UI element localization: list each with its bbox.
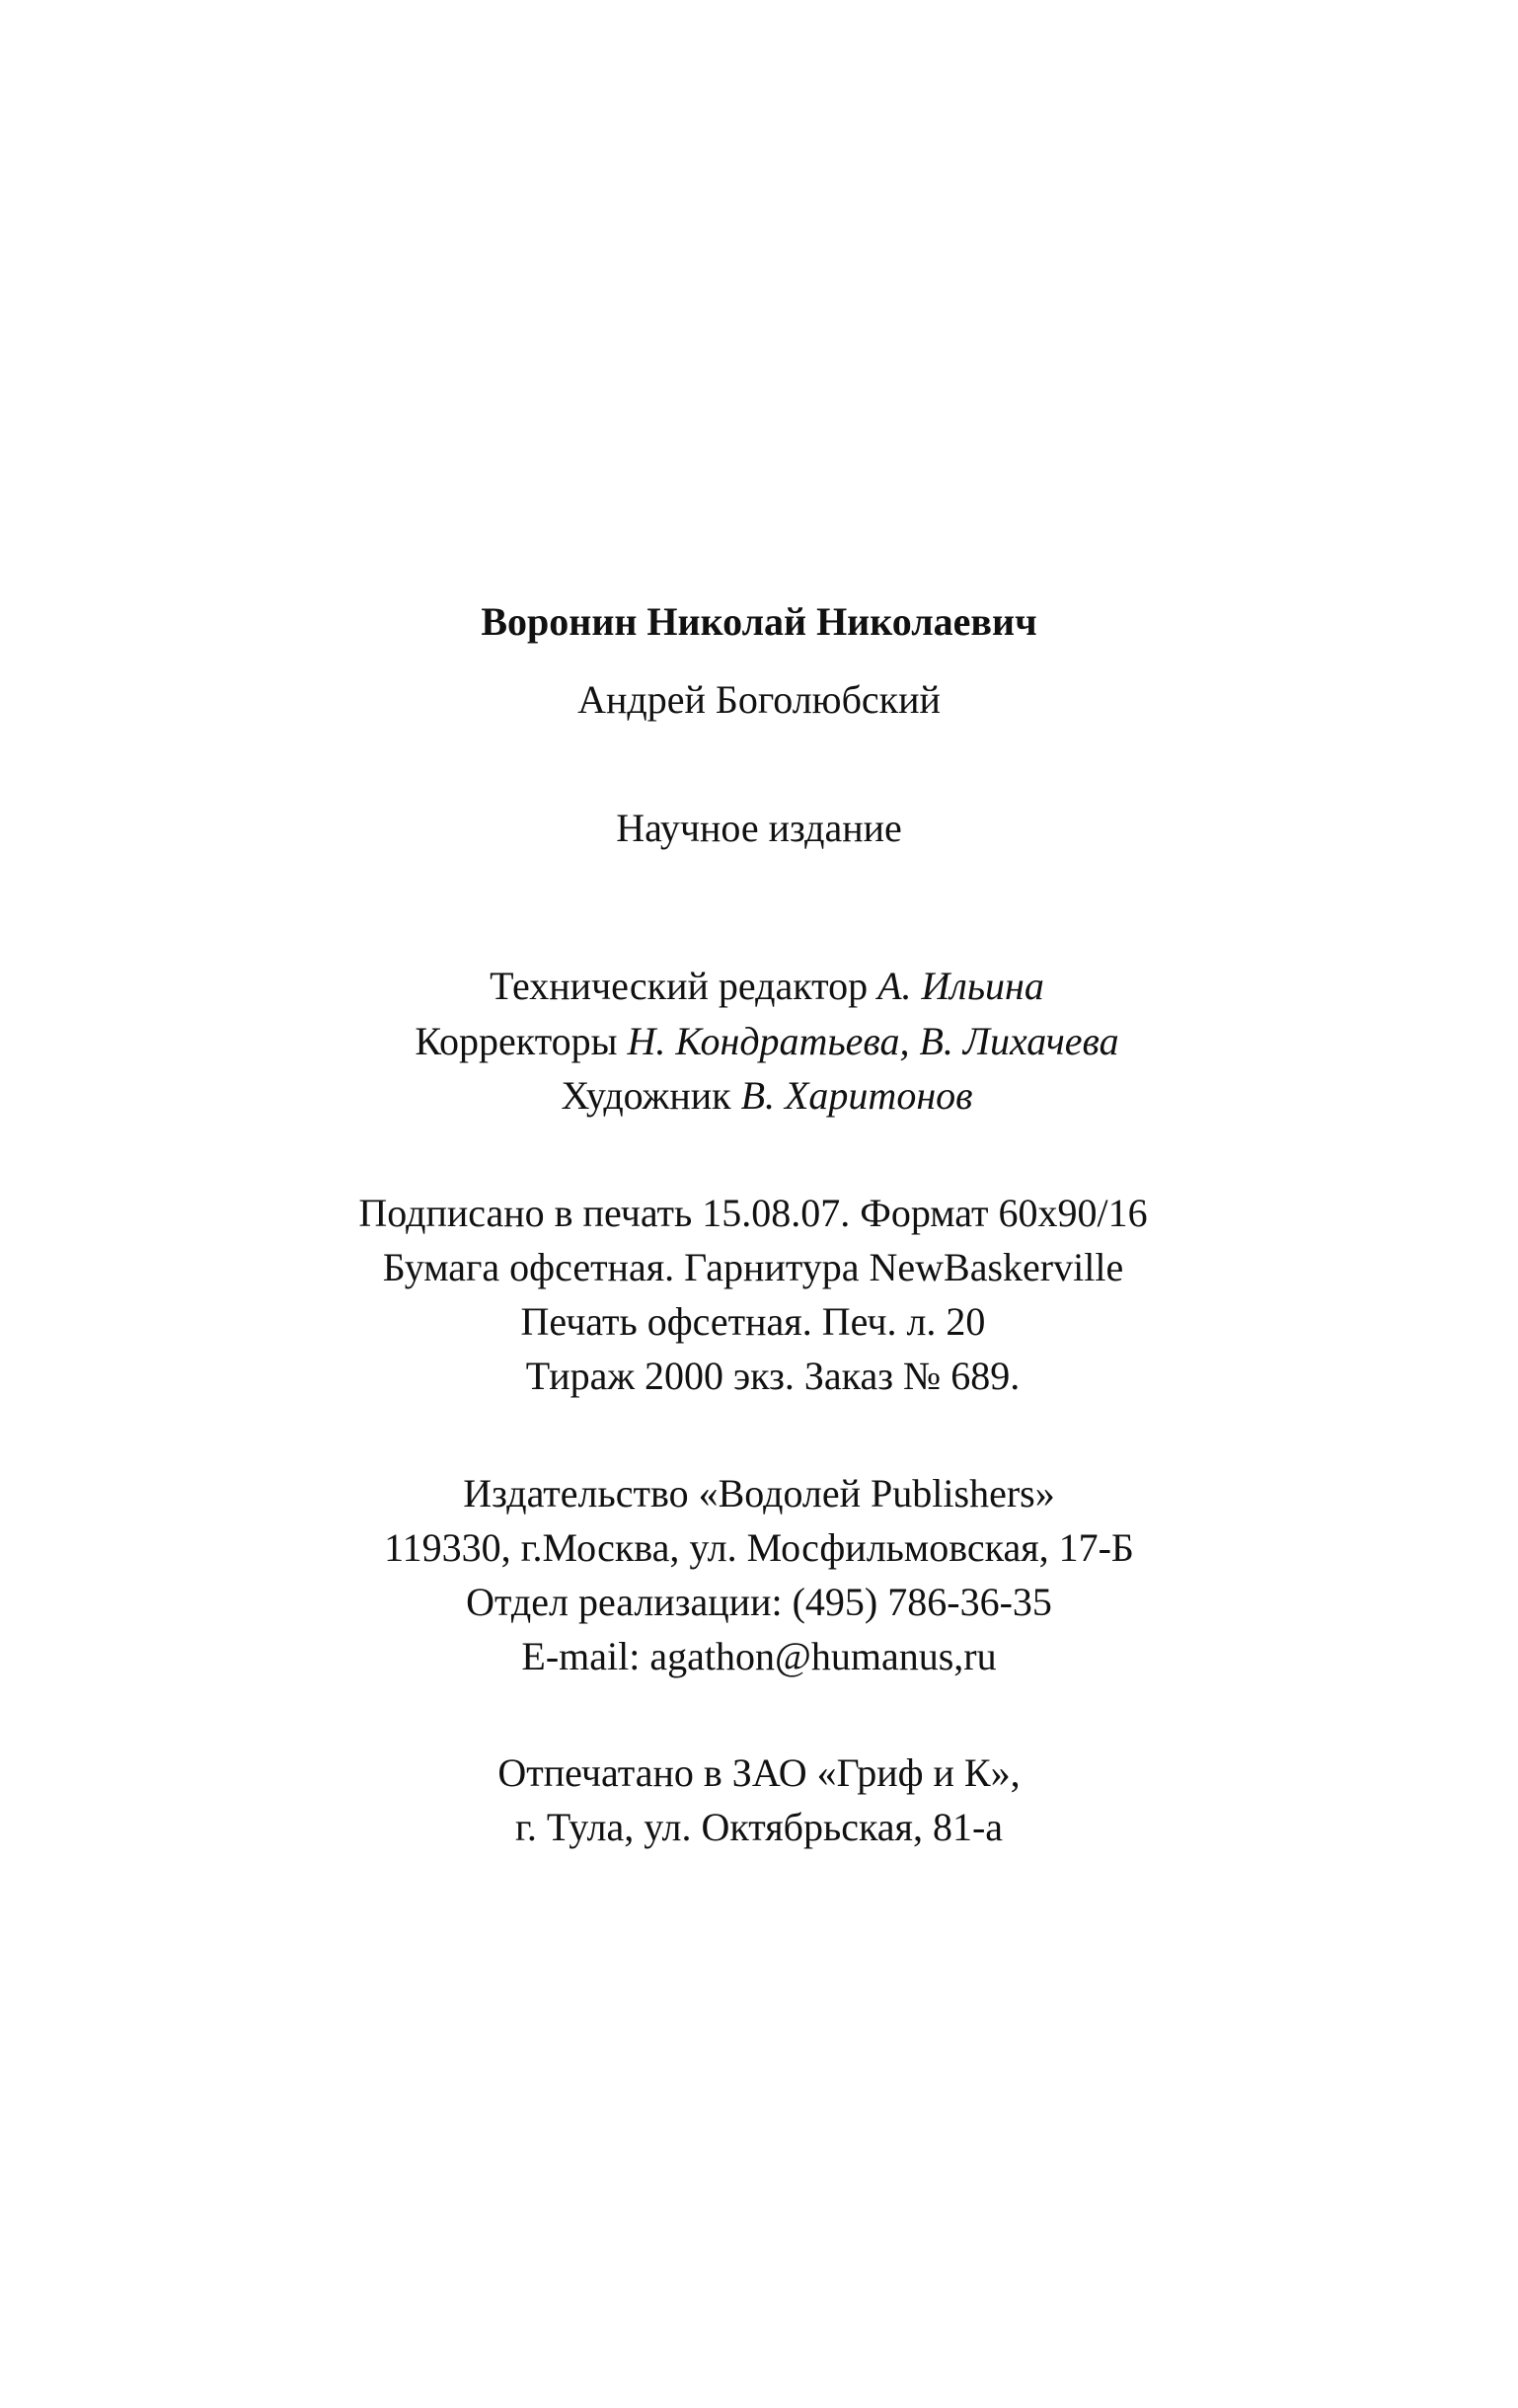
- tech-editor-role: Технический редактор: [490, 964, 869, 1008]
- proofreader-name-2: В. Лихачева: [919, 1019, 1119, 1063]
- print-run-order: Тираж 2000 экз. Заказ № 689.: [525, 1354, 1021, 1398]
- proofreaders-role: Корректоры: [415, 1019, 618, 1063]
- publisher-sales: Отдел реализации: (495) 786-36-35: [466, 1580, 1052, 1624]
- artist-role: Художник: [561, 1073, 731, 1118]
- tech-editor-line: [8, 962, 1518, 1011]
- print-signed-format: Подписано в печать 15.08.07. Формат 60x90/16: [358, 1191, 1148, 1235]
- paper-typeface: Бумага офсетная. Гарнитура NewBaskerville: [382, 1245, 1124, 1289]
- tech-editor-name: А. Ильина: [877, 964, 1044, 1008]
- printer-name: Отпечатано в ЗАО «Гриф и К»,: [497, 1750, 1021, 1795]
- printer-address: г. Тула, ул. Октябрьская, 81-а: [514, 1805, 1004, 1849]
- publisher-address: 119330, г.Москва, ул. Мосфильмовская, 17-Б: [384, 1525, 1134, 1570]
- book-title: Андрей Боголюбский: [577, 677, 941, 722]
- publisher-name: Издательство «Водолей Publishers»: [463, 1471, 1055, 1515]
- print-sheets: Печать офсетная. Печ. л. 20: [520, 1299, 986, 1344]
- author-name: Воронин Николай Николаевич: [481, 599, 1037, 644]
- edition-type: Научное издание: [616, 806, 902, 850]
- publisher-email: E-mail: agathon@humanus,ru: [521, 1634, 997, 1678]
- artist-line: [8, 1071, 1518, 1121]
- proofreaders-line: [8, 1017, 1518, 1066]
- artist-name: В. Харитонов: [740, 1073, 973, 1118]
- proofreader-name-1: Н. Кондратьева,: [627, 1019, 910, 1063]
